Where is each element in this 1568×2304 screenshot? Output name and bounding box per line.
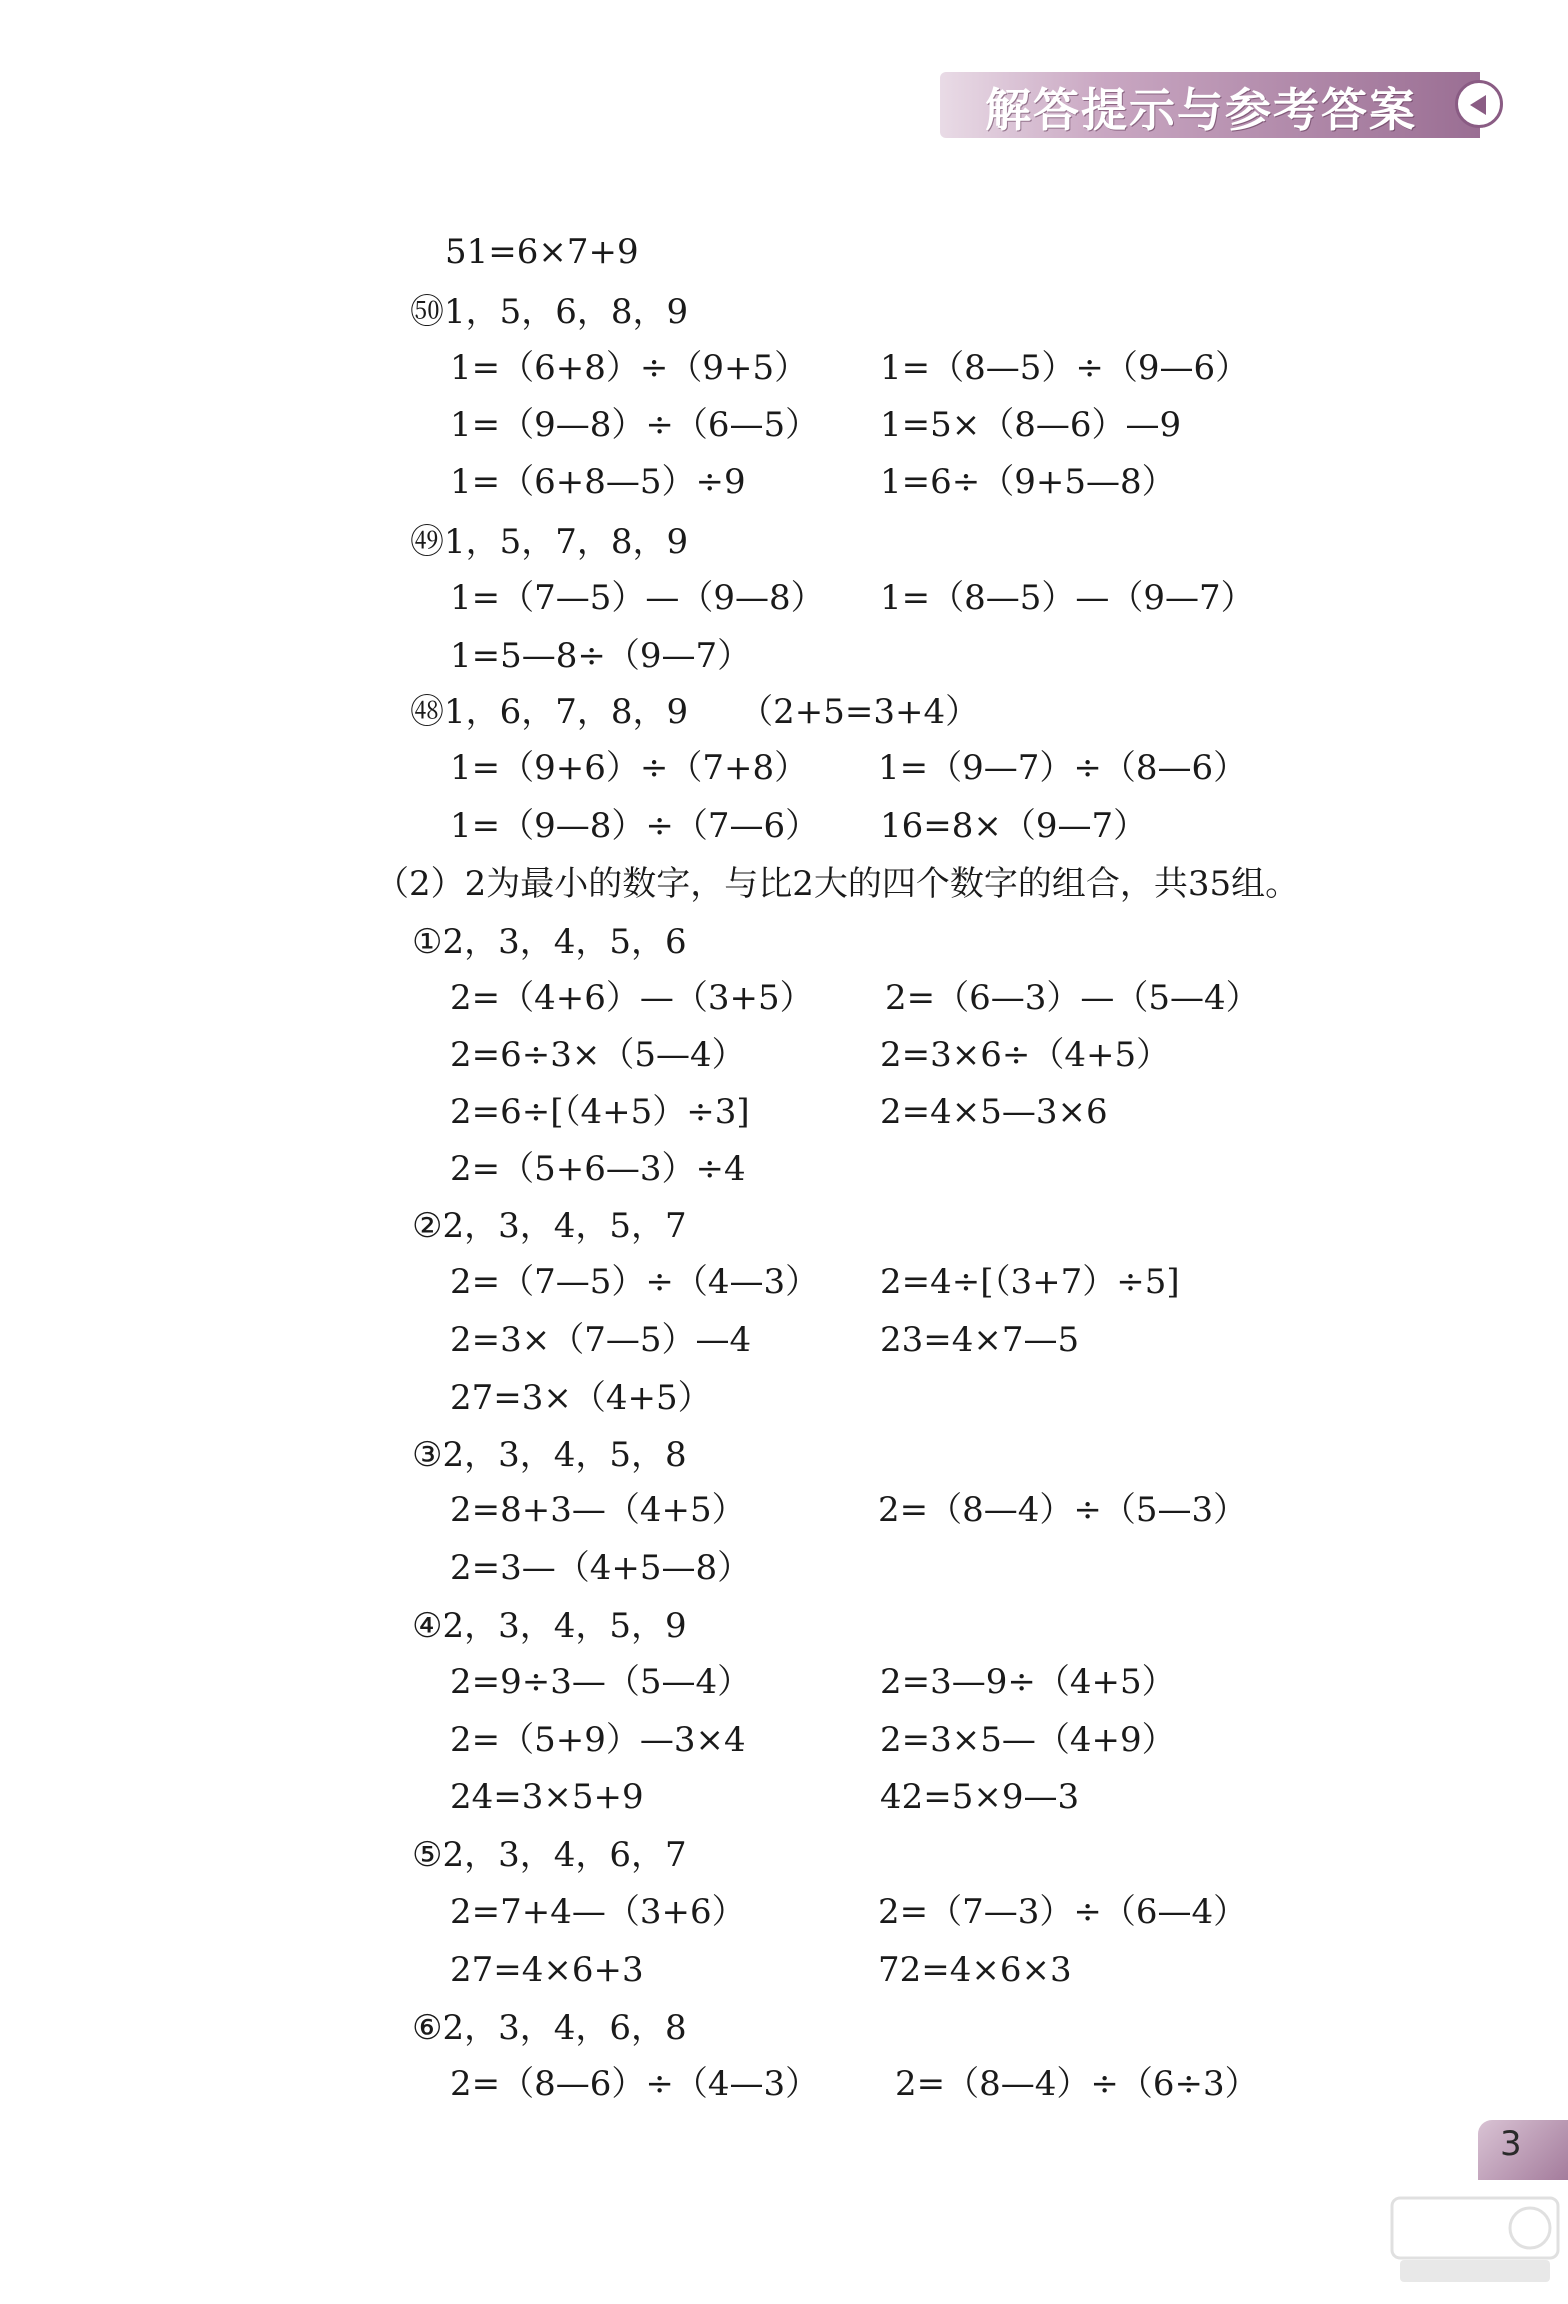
group-header: ①2，3，4，5，6 (412, 922, 687, 962)
answer-line: 2=3—9÷（4+5） (880, 1662, 1176, 1702)
answer-line: 2=3×6÷（4+5） (880, 1035, 1171, 1075)
group-header: ㊿1，5，6，8，9 (410, 292, 689, 332)
answer-line: 1=（9—8）÷（7—6） (450, 806, 820, 846)
group-header: ㊽1，6，7，8，9 （2+5=3+4） (410, 692, 980, 732)
answer-line: 2=（8—4）÷（6÷3） (895, 2064, 1259, 2104)
answer-line: 2=（7—5）÷（4—3） (450, 1262, 820, 1302)
answer-line: 2=（5+6—3）÷4 (450, 1149, 746, 1189)
answer-line: 16=8×（9—7） (880, 806, 1148, 846)
group-header: ⑥2，3，4，6，8 (412, 2008, 687, 2048)
answer-line: 1=5—8÷（9—7） (450, 636, 752, 676)
page-header-title: 解答提示与参考答案 (985, 83, 1417, 137)
answer-line: 27=4×6+3 (450, 1950, 644, 1990)
answer-line: 2=（8—4）÷（5—3） (878, 1490, 1248, 1530)
answer-line: 42=5×9—3 (880, 1777, 1080, 1817)
answer-line: 1=（9+6）÷（7+8） (450, 748, 809, 788)
answer-line: 2=6÷3×（5—4） (450, 1035, 746, 1075)
group-header: ⑤2，3，4，6，7 (412, 1835, 687, 1875)
answer-line: 1=（8—5）÷（9—6） (880, 348, 1250, 388)
answer-line: 1=（7—5）—（9—8） (450, 578, 825, 618)
arrow-left-icon (1455, 80, 1503, 128)
answer-line: 2=3×（7—5）—4 (450, 1320, 752, 1360)
answer-line: 51=6×7+9 (445, 232, 639, 272)
answer-line: 2=6÷[（4+5）÷3] (450, 1092, 750, 1132)
group-header: ④2，3，4，5，9 (412, 1606, 687, 1646)
answer-line: 2=4×5—3×6 (880, 1092, 1108, 1132)
answer-line: 2=（4+6）—（3+5） (450, 978, 814, 1018)
answer-line: 1=5×（8—6）—9 (880, 405, 1182, 445)
answer-line: 2=（7—3）÷（6—4） (878, 1892, 1248, 1932)
answer-line: 2=（6—3）—（5—4） (885, 978, 1260, 1018)
watermark-logo-icon (1390, 2190, 1560, 2290)
answer-line: 72=4×6×3 (878, 1950, 1072, 1990)
section-heading: （2）2为最小的数字，与比2大的四个数字的组合，共35组。 (375, 864, 1300, 904)
answer-line: 1=（9—7）÷（8—6） (878, 748, 1248, 788)
answer-line: 2=（5+9）—3×4 (450, 1720, 746, 1760)
answer-line: 2=（8—6）÷（4—3） (450, 2064, 820, 2104)
answer-line: 2=4÷[（3+7）÷5] (880, 1262, 1180, 1302)
answer-line: 27=3×（4+5） (450, 1378, 712, 1418)
answer-line: 2=3×5—（4+9） (880, 1720, 1176, 1760)
answer-line: 2=3—（4+5—8） (450, 1548, 752, 1588)
answer-line: 2=8+3—（4+5） (450, 1490, 746, 1530)
group-header: ②2，3，4，5，7 (412, 1206, 687, 1246)
answer-line: 1=（9—8）÷（6—5） (450, 405, 820, 445)
group-header: ㊾1，5，7，8，9 (410, 522, 689, 562)
group-header: ③2，3，4，5，8 (412, 1435, 687, 1475)
page-corner-tab (1478, 2120, 1568, 2180)
answer-line: 1=（6+8—5）÷9 (450, 462, 746, 502)
answer-line: 1=6÷（9+5—8） (880, 462, 1176, 502)
answer-line: 2=7+4—（3+6） (450, 1892, 746, 1932)
answer-line: 23=4×7—5 (880, 1320, 1080, 1360)
page-number: 3 (1500, 2124, 1522, 2164)
answer-line: 1=（6+8）÷（9+5） (450, 348, 809, 388)
answer-line: 1=（8—5）—（9—7） (880, 578, 1255, 618)
answer-line: 24=3×5+9 (450, 1777, 644, 1817)
answer-line: 2=9÷3—（5—4） (450, 1662, 752, 1702)
